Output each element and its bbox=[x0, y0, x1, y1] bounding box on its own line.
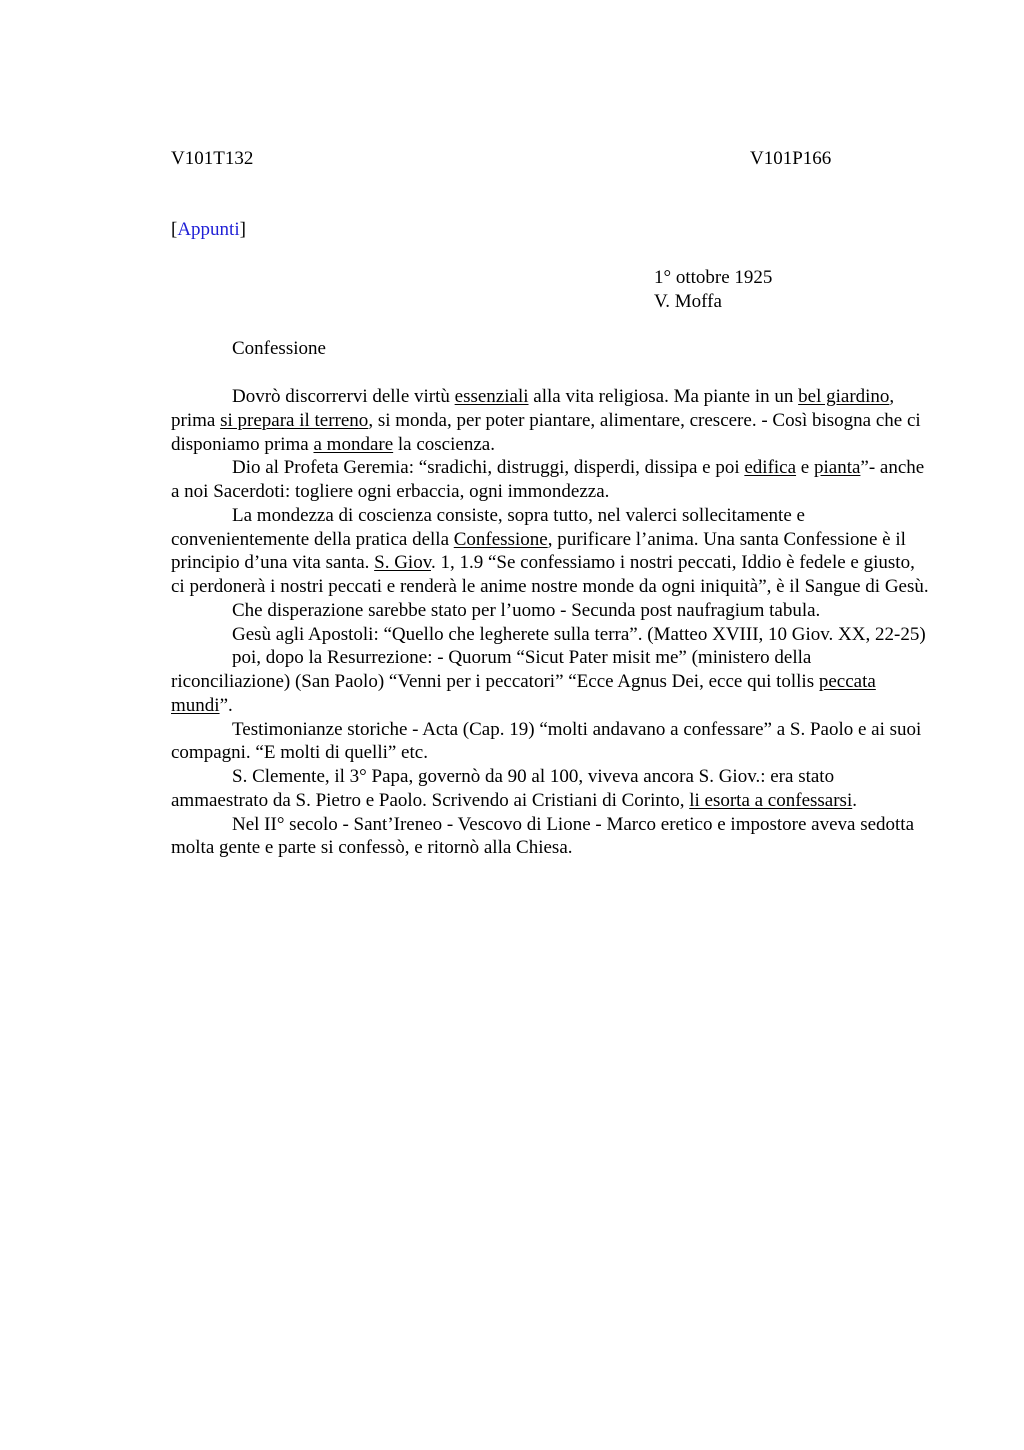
underlined-text: essenziali bbox=[454, 386, 529, 407]
paragraph-text: e bbox=[796, 457, 814, 479]
document-title: Confessione bbox=[232, 338, 326, 359]
body-paragraph bbox=[171, 718, 931, 766]
body-paragraph bbox=[171, 385, 931, 456]
paragraph-text: alla vita religiosa. Ma piante in un bbox=[528, 386, 799, 407]
body-paragraph bbox=[171, 599, 931, 623]
paragraph-text: poi, dopo la Resurrezione: - Quorum “Sicut Pater misit me” (ministero della riconciliazione) (San Paolo) “Venni per i peccatori” “Ecce Agnus Dei, ecce qui tollis bbox=[171, 647, 819, 692]
underlined-text: pianta bbox=[813, 457, 861, 479]
paragraph-text: La mondezza di coscienza consiste, sopra tutto, nel valerci sollecitamente e convenientemente della pratica della bbox=[171, 504, 805, 550]
paragraph-text: , prima bbox=[171, 386, 895, 431]
paragraph-text: Gesù agli Apostoli: “Quello che legherete sulla terra”. (Matteo XVIII, 10 Giov. XX, 22-25) bbox=[232, 623, 926, 645]
underlined-text: S. Giov bbox=[374, 552, 431, 574]
document-code-right: V101P166 bbox=[750, 148, 832, 169]
paragraph-text: Nel II° secolo - Sant’Ireneo - Vescovo di Lione - Marco eretico e impostore aveva sedotta molta gente e parte si confessò, e ritornò alla Chiesa. bbox=[171, 813, 915, 859]
body-paragraph bbox=[171, 813, 931, 861]
paragraph-text: Dovrò discorrervi delle virtù bbox=[232, 386, 455, 407]
paragraph-text: S. Clemente, il 3° Papa, governò da 90 al 100, viveva ancora S. Giov.: era stato ammaestrato da S. Pietro e Paolo. Scrivendo ai Cristiani di Corinto, bbox=[171, 766, 835, 811]
notes-link[interactable]: Appunti bbox=[177, 219, 240, 240]
paragraph-text: Che disperazione sarebbe stato per l’uomo - Secunda post naufragium tabula. bbox=[232, 599, 821, 621]
underlined-text: a mondare bbox=[313, 433, 394, 455]
underlined-text: si prepara il terreno bbox=[220, 409, 369, 431]
underlined-text: Confessione bbox=[453, 528, 548, 550]
body-paragraph bbox=[171, 765, 931, 813]
notes-open-bracket: [ bbox=[171, 219, 178, 240]
body-paragraph bbox=[171, 646, 931, 717]
document-code-left: V101T132 bbox=[171, 148, 254, 169]
underlined-text: li esorta a confessarsi bbox=[689, 789, 853, 811]
underlined-text: edifica bbox=[744, 457, 797, 479]
notes-label bbox=[171, 218, 246, 242]
paragraph-text: Dio al Profeta Geremia: “sradichi, distruggi, disperdi, dissipa e poi bbox=[232, 457, 745, 479]
body-paragraph bbox=[171, 456, 931, 504]
paragraph-text: ”- anche a noi Sacerdoti: togliere ogni erbaccia, ogni immondezza. bbox=[171, 457, 925, 502]
paragraph-text: , si monda, per poter piantare, alimentare, crescere. - Così bisogna che ci disponiamo prima bbox=[171, 409, 921, 455]
paragraph-text: la coscienza. bbox=[393, 433, 495, 455]
document-body bbox=[171, 385, 931, 860]
body-paragraph bbox=[171, 504, 931, 599]
paragraph-text: ”. bbox=[219, 694, 233, 716]
body-paragraph bbox=[171, 623, 931, 647]
document-author: V. Moffa bbox=[654, 291, 722, 312]
paragraph-text: , purificare l’anima. Una santa Confessione è il principio d’una vita santa. bbox=[171, 528, 906, 574]
paragraph-text: . 1, 1.9 “Se confessiamo i nostri peccati, Iddio è fedele e giusto, ci perdonerà i nostri peccati e renderà le anime nostre monde da ogni iniquità”, è il Sangue di Gesù. bbox=[171, 552, 929, 597]
document-date: 1° ottobre 1925 bbox=[654, 267, 773, 288]
notes-close-bracket: ] bbox=[239, 219, 246, 240]
date-block bbox=[654, 266, 772, 314]
underlined-text: bel giardino bbox=[798, 386, 890, 407]
underlined-text: peccata mundi bbox=[171, 671, 876, 716]
paragraph-text: . bbox=[852, 789, 857, 811]
paragraph-text: Testimonianze storiche - Acta (Cap. 19) “molti andavano a confessare” a S. Paolo e ai suoi compagni. “E molti di quelli” etc. bbox=[171, 718, 922, 764]
